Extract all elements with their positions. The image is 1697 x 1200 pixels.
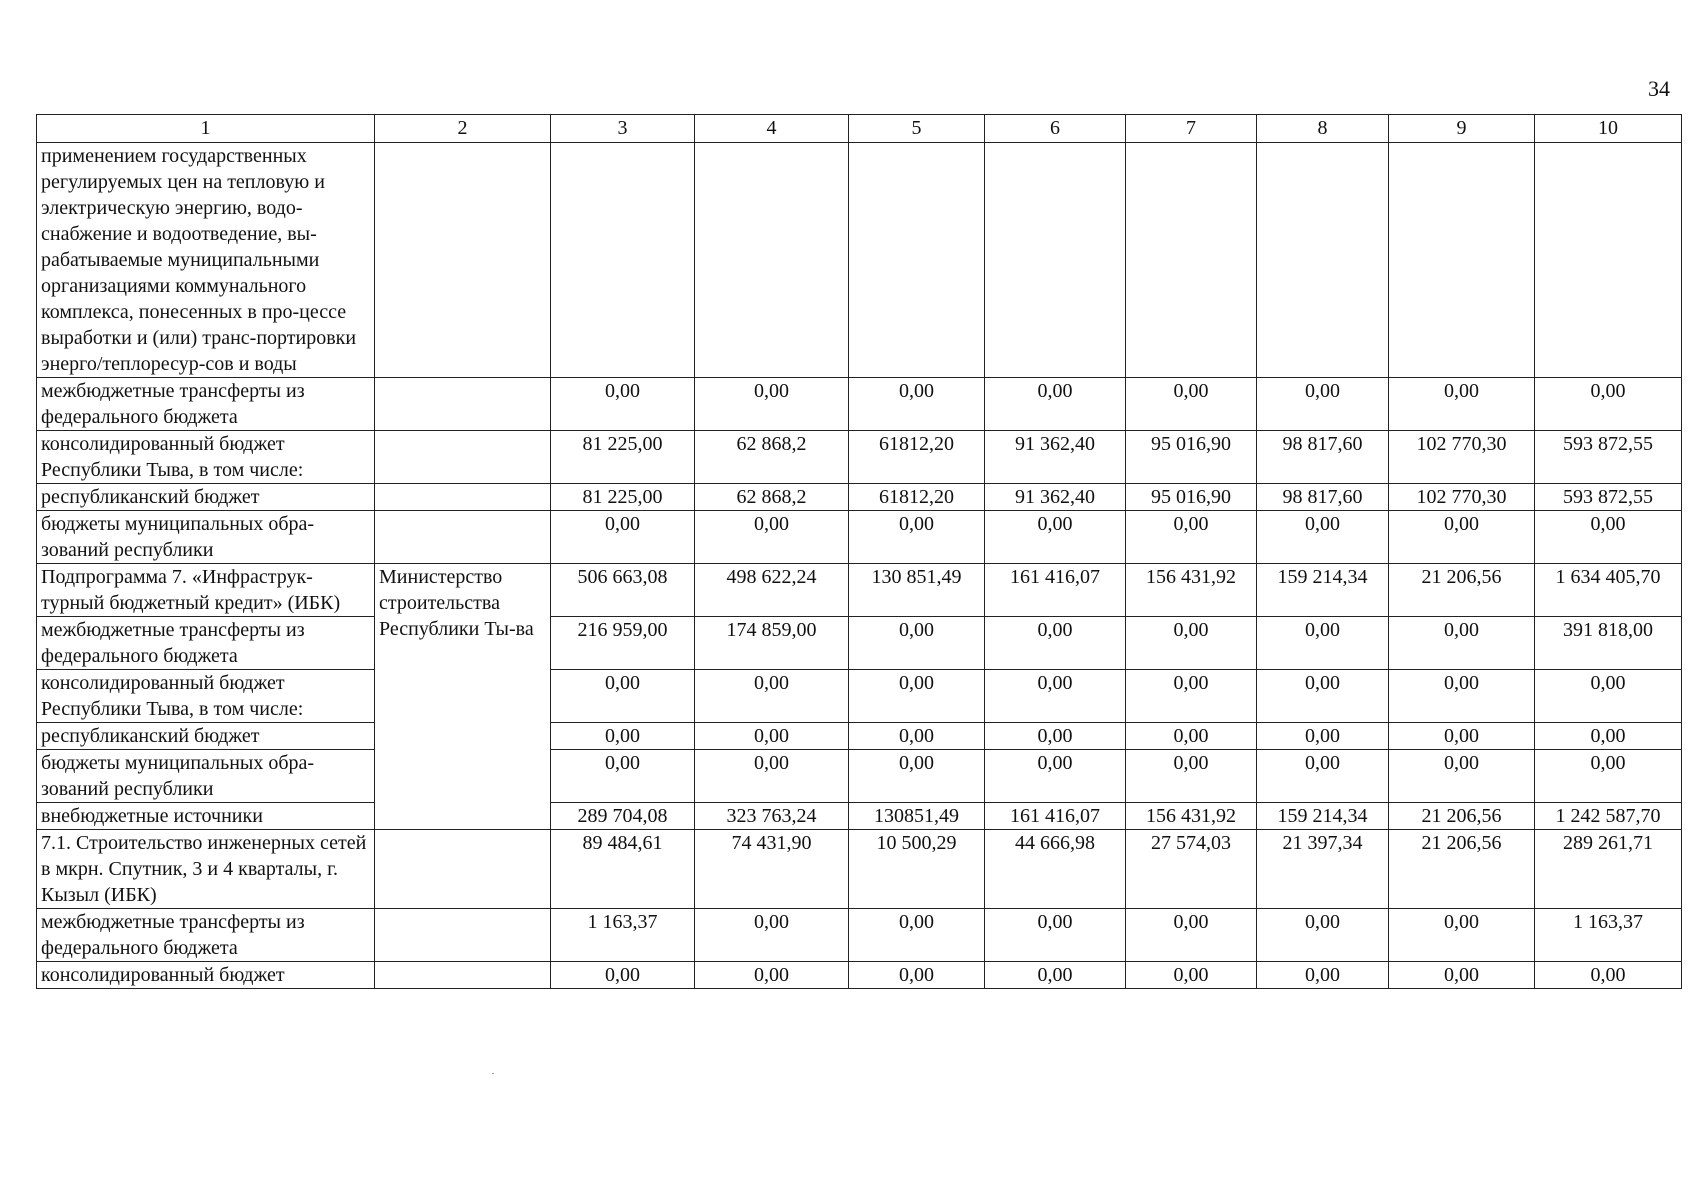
value-cell: 0,00 [1257, 378, 1389, 431]
value-cell: 0,00 [551, 670, 695, 723]
row-name: межбюджетные трансферты из федерального бюджета [37, 617, 375, 670]
value-cell: 91 362,40 [985, 431, 1126, 484]
row-name: межбюджетные трансферты из федерального бюджета [37, 378, 375, 431]
table-row [37, 803, 1682, 830]
value-cell: 0,00 [1257, 750, 1389, 803]
value-cell: 0,00 [695, 909, 849, 962]
value-cell: 61812,20 [849, 431, 985, 484]
value-cell: 0,00 [1126, 750, 1257, 803]
value-cell: 98 817,60 [1257, 431, 1389, 484]
value-cell [1389, 143, 1535, 378]
column-header: 4 [695, 115, 849, 143]
row-name: консолидированный бюджет Республики Тыва, в том числе: [37, 431, 375, 484]
row-name: консолидированный бюджет [37, 962, 375, 989]
value-cell: 0,00 [551, 378, 695, 431]
row-name: внебюджетные источники [37, 803, 375, 830]
value-cell: 95 016,90 [1126, 431, 1257, 484]
value-cell: 0,00 [849, 670, 985, 723]
value-cell: 0,00 [1389, 723, 1535, 750]
value-cell: 0,00 [849, 909, 985, 962]
value-cell: 0,00 [1535, 750, 1682, 803]
value-cell: 0,00 [1389, 511, 1535, 564]
value-cell: 498 622,24 [695, 564, 849, 617]
value-cell: 0,00 [985, 511, 1126, 564]
value-cell [1535, 143, 1682, 378]
value-cell: 21 206,56 [1389, 564, 1535, 617]
value-cell: 0,00 [1389, 670, 1535, 723]
value-cell: 130851,49 [849, 803, 985, 830]
value-cell: 593 872,55 [1535, 431, 1682, 484]
row-name: бюджеты муниципальных обра-зований республики [37, 750, 375, 803]
value-cell: 0,00 [1535, 378, 1682, 431]
value-cell: 0,00 [849, 511, 985, 564]
page-number: 34 [1648, 76, 1670, 101]
executor-cell [375, 962, 551, 989]
value-cell: 0,00 [1126, 617, 1257, 670]
value-cell: 289 261,71 [1535, 830, 1682, 909]
value-cell: 0,00 [1389, 617, 1535, 670]
executor-cell [375, 909, 551, 962]
value-cell: 44 666,98 [985, 830, 1126, 909]
table-row [37, 511, 1682, 564]
table-row [37, 143, 1682, 378]
value-cell: 81 225,00 [551, 484, 695, 511]
column-header: 7 [1126, 115, 1257, 143]
value-cell: 0,00 [1535, 670, 1682, 723]
value-cell: 216 959,00 [551, 617, 695, 670]
column-header: 6 [985, 115, 1126, 143]
row-name: применением государственных регулируемых цен на тепловую и электрическую энергию, водо-снабжение и водоотведение, вы-рабатываемые муниципальными организациями коммунального комплекса, понесенных в про-цессе выработки и (или) транс-портировки энерго/теплоресур-сов и воды [37, 143, 375, 378]
table-row [37, 617, 1682, 670]
column-header: 1 [37, 115, 375, 143]
value-cell: 391 818,00 [1535, 617, 1682, 670]
row-name: бюджеты муниципальных обра-зований республики [37, 511, 375, 564]
executor-cell [375, 511, 551, 564]
executor-cell: Министерство строительства Республики Ты-ва [375, 564, 551, 830]
value-cell: 102 770,30 [1389, 484, 1535, 511]
value-cell: 0,00 [1126, 670, 1257, 723]
executor-cell [375, 484, 551, 511]
value-cell: 156 431,92 [1126, 803, 1257, 830]
value-cell: 0,00 [1389, 909, 1535, 962]
value-cell: 81 225,00 [551, 431, 695, 484]
value-cell: 0,00 [1389, 962, 1535, 989]
value-cell: 0,00 [849, 617, 985, 670]
value-cell: 61812,20 [849, 484, 985, 511]
value-cell: 102 770,30 [1389, 431, 1535, 484]
value-cell: 0,00 [849, 723, 985, 750]
value-cell: 89 484,61 [551, 830, 695, 909]
value-cell: 21 397,34 [1257, 830, 1389, 909]
value-cell [695, 143, 849, 378]
value-cell: 74 431,90 [695, 830, 849, 909]
table-row [37, 909, 1682, 962]
value-cell: 95 016,90 [1126, 484, 1257, 511]
value-cell: 156 431,92 [1126, 564, 1257, 617]
value-cell: 0,00 [1257, 511, 1389, 564]
value-cell: 0,00 [1389, 378, 1535, 431]
value-cell: 91 362,40 [985, 484, 1126, 511]
value-cell: 0,00 [985, 378, 1126, 431]
table-row [37, 670, 1682, 723]
value-cell: 506 663,08 [551, 564, 695, 617]
value-cell: 62 868,2 [695, 484, 849, 511]
value-cell: 0,00 [695, 723, 849, 750]
value-cell [849, 143, 985, 378]
value-cell: 1 163,37 [1535, 909, 1682, 962]
value-cell: 0,00 [1257, 723, 1389, 750]
value-cell: 0,00 [551, 750, 695, 803]
executor-cell [375, 830, 551, 909]
value-cell: 0,00 [551, 723, 695, 750]
table-body [37, 143, 1682, 989]
column-header: 5 [849, 115, 985, 143]
value-cell: 0,00 [551, 962, 695, 989]
value-cell: 0,00 [985, 962, 1126, 989]
value-cell: 0,00 [849, 378, 985, 431]
row-name: межбюджетные трансферты из федерального бюджета [37, 909, 375, 962]
value-cell: 159 214,34 [1257, 803, 1389, 830]
value-cell: 0,00 [1126, 378, 1257, 431]
value-cell: 0,00 [1257, 962, 1389, 989]
executor-cell [375, 378, 551, 431]
value-cell [551, 143, 695, 378]
value-cell: 0,00 [1535, 723, 1682, 750]
executor-cell [375, 143, 551, 378]
value-cell: 0,00 [695, 378, 849, 431]
value-cell: 0,00 [1257, 617, 1389, 670]
value-cell: 10 500,29 [849, 830, 985, 909]
value-cell: 0,00 [1126, 962, 1257, 989]
row-name: Подпрограмма 7. «Инфраструк-турный бюджетный кредит» (ИБК) [37, 564, 375, 617]
value-cell: 0,00 [1535, 511, 1682, 564]
value-cell: 1 163,37 [551, 909, 695, 962]
column-header: 9 [1389, 115, 1535, 143]
value-cell: 0,00 [1389, 750, 1535, 803]
table-row [37, 484, 1682, 511]
row-name: консолидированный бюджет Республики Тыва, в том числе: [37, 670, 375, 723]
header-row [37, 115, 1682, 143]
table-row [37, 431, 1682, 484]
value-cell: 0,00 [1126, 723, 1257, 750]
table-row [37, 830, 1682, 909]
value-cell: 0,00 [985, 670, 1126, 723]
value-cell: 1 634 405,70 [1535, 564, 1682, 617]
value-cell: 593 872,55 [1535, 484, 1682, 511]
value-cell: 174 859,00 [695, 617, 849, 670]
value-cell: 289 704,08 [551, 803, 695, 830]
column-header: 10 [1535, 115, 1682, 143]
budget-table [36, 114, 1682, 989]
table-row [37, 750, 1682, 803]
value-cell [985, 143, 1126, 378]
value-cell: 161 416,07 [985, 564, 1126, 617]
value-cell: 21 206,56 [1389, 803, 1535, 830]
column-header: 2 [375, 115, 551, 143]
value-cell: 0,00 [1535, 962, 1682, 989]
value-cell: 0,00 [695, 670, 849, 723]
value-cell: 323 763,24 [695, 803, 849, 830]
column-header: 3 [551, 115, 695, 143]
value-cell: 0,00 [695, 511, 849, 564]
table-row [37, 723, 1682, 750]
value-cell: 0,00 [1257, 670, 1389, 723]
value-cell: 1 242 587,70 [1535, 803, 1682, 830]
value-cell: 0,00 [849, 962, 985, 989]
value-cell: 0,00 [985, 617, 1126, 670]
value-cell: 62 868,2 [695, 431, 849, 484]
value-cell: 21 206,56 [1389, 830, 1535, 909]
value-cell: 0,00 [985, 723, 1126, 750]
value-cell: 0,00 [985, 909, 1126, 962]
value-cell: 0,00 [1126, 909, 1257, 962]
value-cell: 98 817,60 [1257, 484, 1389, 511]
value-cell: 159 214,34 [1257, 564, 1389, 617]
row-name: 7.1. Строительство инженерных сетей в мкрн. Спутник, 3 и 4 кварталы, г. Кызыл (ИБК) [37, 830, 375, 909]
table-row [37, 378, 1682, 431]
value-cell: 0,00 [695, 962, 849, 989]
value-cell [1257, 143, 1389, 378]
table-row [37, 962, 1682, 989]
executor-cell [375, 431, 551, 484]
value-cell: 0,00 [695, 750, 849, 803]
table-header [37, 115, 1682, 143]
value-cell: 130 851,49 [849, 564, 985, 617]
value-cell: 0,00 [1126, 511, 1257, 564]
value-cell: 27 574,03 [1126, 830, 1257, 909]
value-cell: 0,00 [1257, 909, 1389, 962]
value-cell: 0,00 [849, 750, 985, 803]
row-name: республиканский бюджет [37, 723, 375, 750]
scan-speck [492, 1073, 494, 1074]
value-cell [1126, 143, 1257, 378]
row-name: республиканский бюджет [37, 484, 375, 511]
value-cell: 0,00 [985, 750, 1126, 803]
value-cell: 0,00 [551, 511, 695, 564]
column-header: 8 [1257, 115, 1389, 143]
table-row [37, 564, 1682, 617]
value-cell: 161 416,07 [985, 803, 1126, 830]
